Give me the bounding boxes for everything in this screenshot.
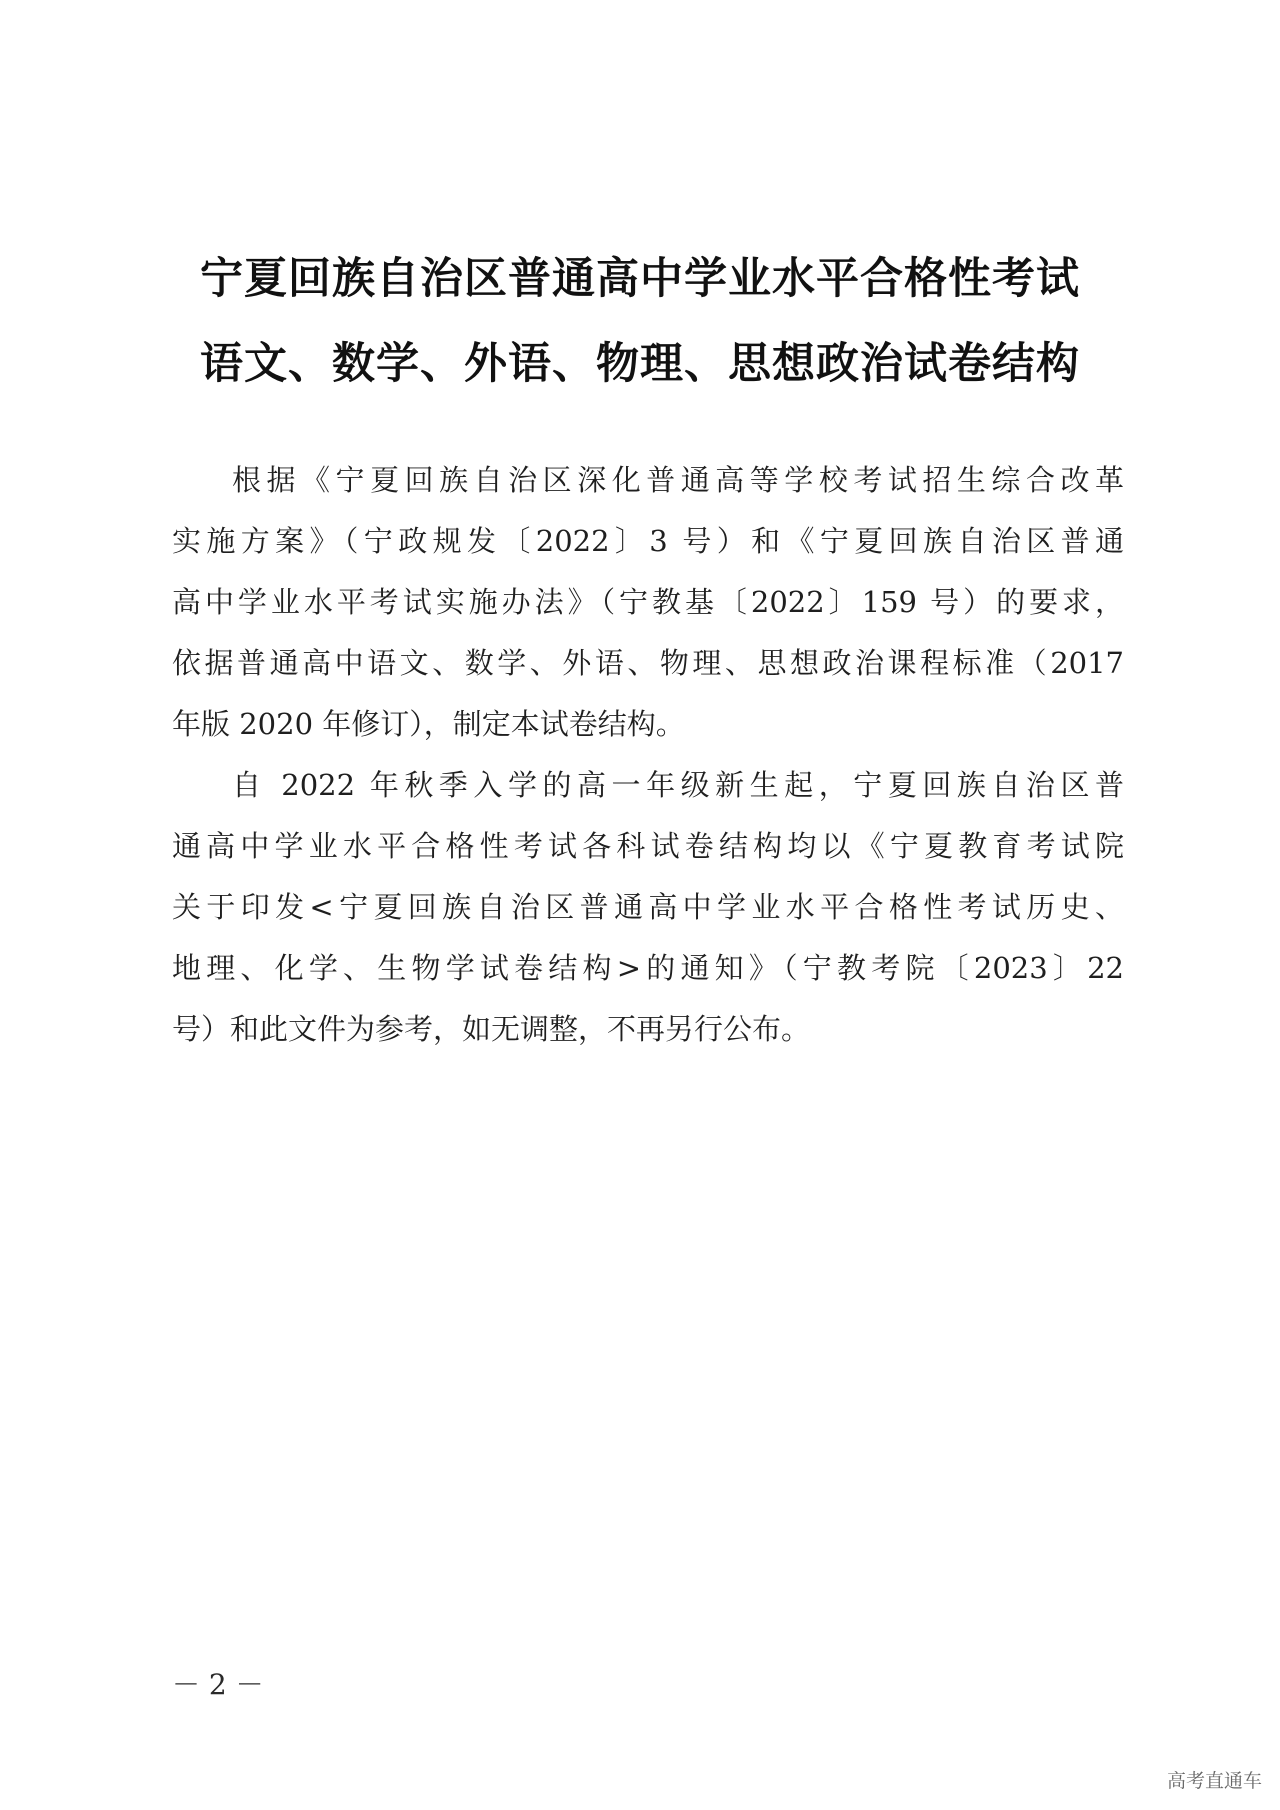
paragraph-1-line-3: 高中学业水平考试实施办法》（宁教基〔2022〕159 号）的要求， <box>172 585 1124 619</box>
watermark-text: 高考直通车 <box>1166 1770 1262 1792</box>
document-title-line-1: 宁夏回族自治区普通高中学业水平合格性考试 <box>200 254 1080 304</box>
paragraph-2-line-3: 关于印发<宁夏回族自治区普通高中学业水平合格性考试历史、 <box>172 890 1124 924</box>
paragraph-2-line-5: 号）和此文件为参考，如无调整，不再另行公布。 <box>172 1012 811 1046</box>
paragraph-1-line-4: 依据普通高中语文、数学、外语、物理、思想政治课程标准（2017 <box>172 646 1124 680</box>
paragraph-1-line-2: 实施方案》（宁政规发〔2022〕3 号）和《宁夏回族自治区普通 <box>172 524 1124 558</box>
paragraph-2-line-2: 通高中学业水平合格性考试各科试卷结构均以《宁夏教育考试院 <box>172 829 1124 863</box>
paragraph-2-line-1: 自 2022 年秋季入学的高一年级新生起，宁夏回族自治区普 <box>232 768 1124 802</box>
paragraph-1-line-1: 根据《宁夏回族自治区深化普通高等学校考试招生综合改革 <box>232 463 1124 497</box>
document-title-line-2: 语文、数学、外语、物理、思想政治试卷结构 <box>200 339 1080 389</box>
paragraph-2-line-4: 地理、化学、生物学试卷结构>的通知》（宁教考院〔2023〕22 <box>172 951 1124 985</box>
page-number: － 2 － <box>172 1668 264 1701</box>
paragraph-1-line-5: 年版 2020 年修订），制定本试卷结构。 <box>172 707 685 741</box>
